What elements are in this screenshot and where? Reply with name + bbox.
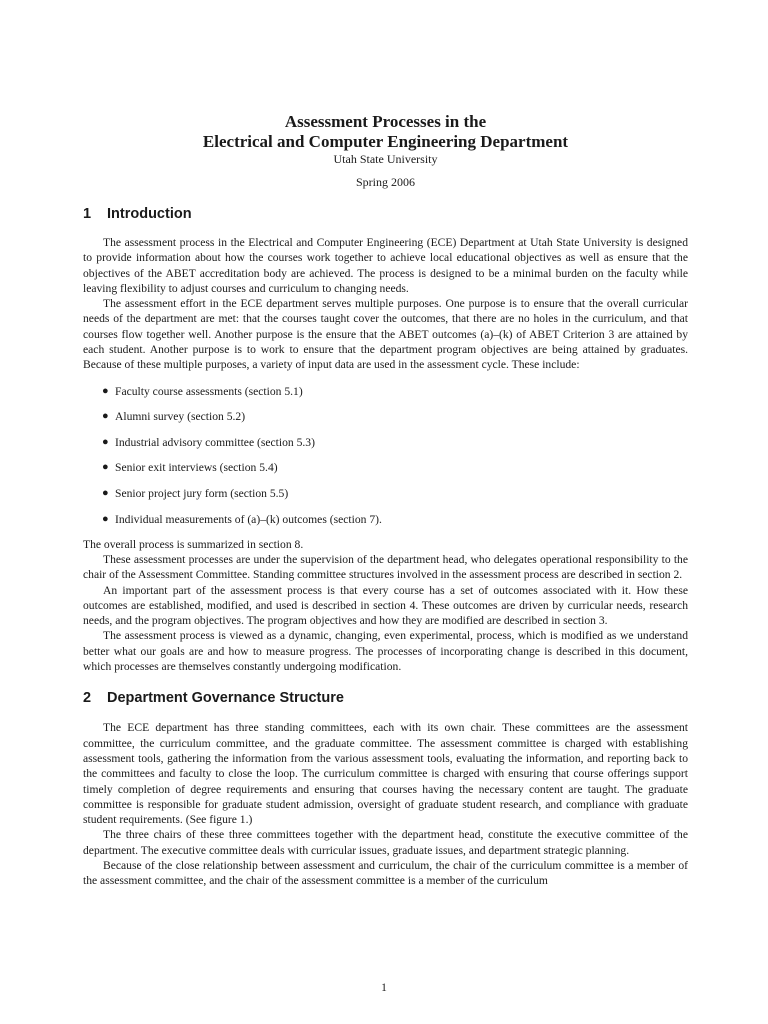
- bullet-icon: ●: [102, 487, 109, 500]
- bullet-icon: ●: [102, 435, 109, 448]
- list-item-text: Individual measurements of (a)–(k) outcomes (section 7).: [115, 512, 382, 526]
- list-item: [83, 460, 688, 475]
- paragraph: The assessment process is viewed as a dynamic, changing, even experimental, process, which is modified as we understand better what our goals are and how to measure progress. The processes of incorporating change is described in this document, which processes are themselves constantly undergoing modification.: [83, 629, 688, 674]
- list-item-text: Alumni survey (section 5.2): [115, 410, 246, 424]
- section-1-heading: [83, 205, 688, 223]
- list-item-text: Senior exit interviews (section 5.4): [115, 461, 278, 475]
- list-item-text: Senior project jury form (section 5.5): [115, 487, 289, 501]
- section-2-title: Department Governance Structure: [107, 690, 344, 707]
- paragraph: The overall process is summarized in section 8.: [83, 537, 304, 551]
- section-2-heading: [83, 689, 688, 707]
- paragraph: The ECE department has three standing committees, each with its own chair. These committees are the assessment committee, the curriculum committee, and the graduate committee. The assessment committee is charged with establishing assessment tools, gathering the information from the various assessment tools, evaluating the information, and reporting back to the committees and faculty to close the loop. The curriculum committee is charged with ensuring that course offerings support timely completion of degree requirements and ensuring that courses having the necessary content are taught. The graduate committee is responsible for graduate student admission, oversight of graduate student research, and compliance with graduate student requirements. (See figure 1.): [83, 721, 688, 827]
- bullet-icon: ●: [102, 410, 109, 423]
- bullet-icon: ●: [102, 384, 109, 397]
- document-page: [83, 112, 688, 889]
- section-1-number: 1: [83, 206, 92, 222]
- paragraph: The three chairs of these three committees together with the department head, constitute the executive committee of the department. The executive committee deals with curricular issues, graduate issues, and department strategic planning.: [83, 828, 688, 857]
- bullet-icon: ●: [102, 461, 109, 474]
- list-item-text: Faculty course assessments (section 5.1): [115, 384, 303, 398]
- title-line-2: Electrical and Computer Engineering Department: [202, 132, 569, 151]
- list-item: [83, 409, 688, 424]
- page-number: 1: [381, 982, 387, 994]
- paragraph: The assessment process in the Electrical and Computer Engineering (ECE) Department at Utah State University is designed to provide information about how the courses work together to achieve local educational objectives as well as ensure that the objectives of the ABET accreditation body are achieved. The process is designed to be a minimal burden on the faculty while leaving flexibility to adjust courses and curriculum to changing needs.: [83, 236, 688, 295]
- list-item: [83, 435, 688, 450]
- list-item-text: Industrial advisory committee (section 5.3): [115, 435, 315, 449]
- list-item: [83, 512, 688, 527]
- paragraph: These assessment processes are under the supervision of the department head, who delegates operational responsibility to the chair of the Assessment Committee. Standing committee structures involved in the assessment process are described in section 2.: [83, 552, 688, 582]
- bullet-icon: ●: [102, 512, 109, 525]
- section-2-number: 2: [83, 690, 92, 707]
- list-item: [83, 486, 688, 501]
- paragraph: Because of the close relationship between assessment and curriculum, the chair of the curriculum committee is a member of the assessment committee, and the chair of the assessment committee is a member of the curriculum: [83, 858, 688, 888]
- institution: Utah State University: [333, 152, 438, 166]
- paragraph: An important part of the assessment process is that every course has a set of outcomes associated with it. How these outcomes are established, modified, and used is described in section 4. These outcomes are driven by curricular needs, research needs, and the program objectives. The program objectives and how they are modified are described in section 3.: [83, 583, 688, 628]
- title-line-1: Assessment Processes in the: [284, 112, 487, 131]
- date: Spring 2006: [355, 175, 415, 189]
- paragraph: The assessment effort in the ECE department serves multiple purposes. One purpose is to ensure that the overall curricular needs of the department are met: that the courses taught cover the outcomes, that there are no holes in the curriculum, and that courses flow together well. Another purpose is the ensure that the ABET outcomes (a)–(k) of ABET Criterion 3 are attained by each student. Another purpose is to work to ensure that the department program objectives are being attained by graduates. Because of these multiple purposes, a variety of input data are used in the assessment cycle. These include:: [83, 297, 688, 372]
- section-1-title: Introduction: [107, 206, 192, 222]
- list-item: [83, 384, 688, 399]
- input-data-list: [83, 384, 688, 527]
